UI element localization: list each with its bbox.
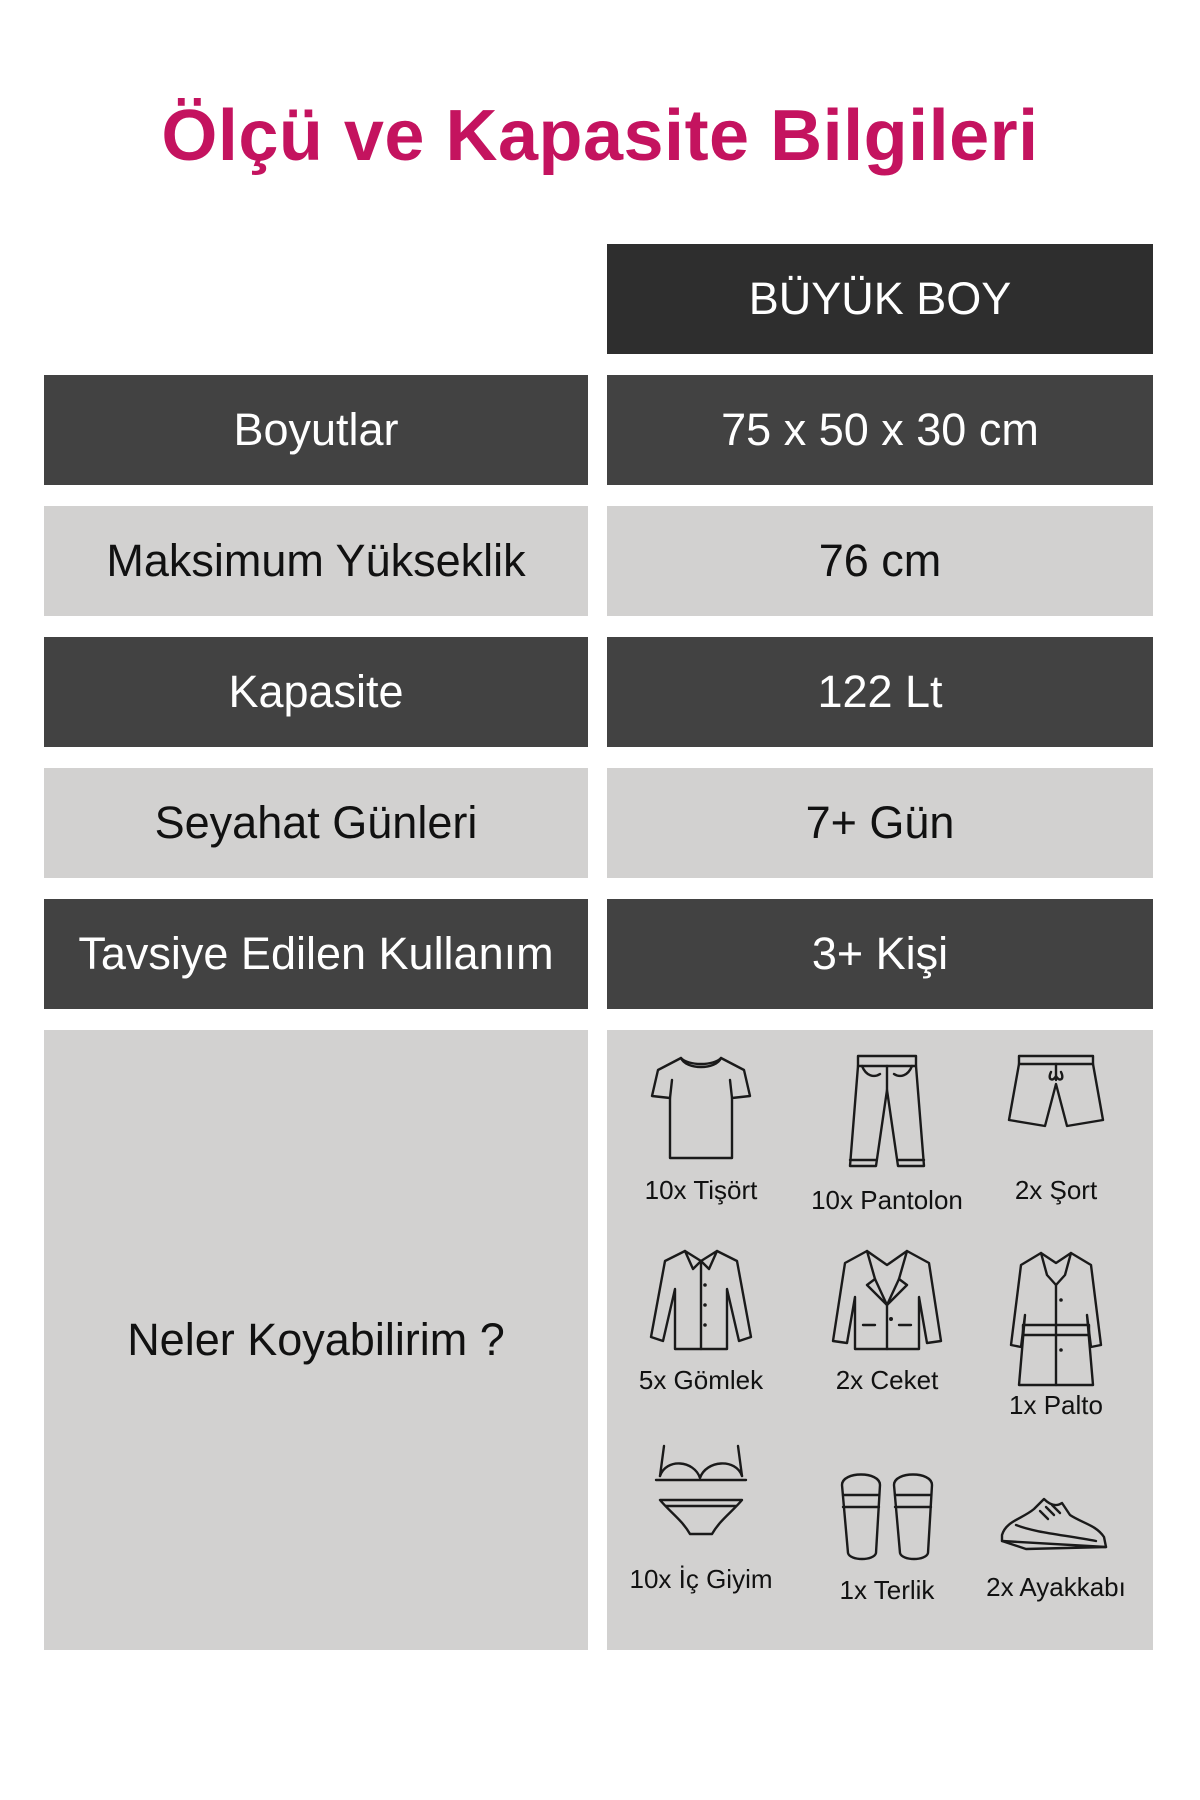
contents-label: Neler Koyabilirim ? [127, 1314, 505, 1365]
item-jacket [797, 1245, 977, 1396]
item-label: 2x Şort [1014, 1175, 1098, 1205]
row-value-cell [607, 899, 1153, 1009]
row-value-cell [607, 506, 1153, 616]
row-label-cell [44, 506, 588, 616]
item-label: 2x Ceket [835, 1365, 939, 1395]
item-label: 10x Tişört [644, 1175, 758, 1205]
row-label-cell [44, 375, 588, 485]
item-shorts [966, 1050, 1146, 1206]
item-underwear [611, 1440, 791, 1595]
row-value: 75 x 50 x 30 cm [721, 404, 1039, 455]
row-label: Boyutlar [233, 404, 399, 455]
sneakers-icon [996, 1485, 1116, 1560]
row-value: 76 cm [818, 535, 942, 586]
row-label-cell [44, 899, 588, 1009]
item-label: 2x Ayakkabı [986, 1572, 1126, 1602]
row-label: Maksimum Yükseklik [106, 535, 526, 586]
underwear-icon [646, 1440, 756, 1560]
row-label-cell [44, 637, 588, 747]
item-sneakers [966, 1485, 1146, 1603]
item-pants [797, 1050, 977, 1216]
row-value: 7+ Gün [805, 797, 955, 848]
row-label: Seyahat Günleri [154, 797, 478, 848]
item-slippers [797, 1465, 977, 1606]
tshirt-icon [646, 1050, 756, 1165]
size-header-label: BÜYÜK BOY [748, 273, 1012, 324]
row-label: Tavsiye Edilen Kullanım [78, 928, 554, 979]
shirt-icon [641, 1245, 761, 1355]
item-coat [966, 1245, 1146, 1421]
row-value-cell [607, 637, 1153, 747]
row-value-cell [607, 375, 1153, 485]
row-value-cell [607, 768, 1153, 878]
item-label: 1x Palto [1009, 1390, 1103, 1420]
page-title: Ölçü ve Kapasite Bilgileri [161, 96, 1039, 176]
row-label-cell [44, 768, 588, 878]
row-value: 3+ Kişi [811, 928, 949, 979]
item-label: 1x Terlik [839, 1575, 935, 1605]
row-label: Kapasite [228, 666, 404, 717]
coat-icon [1001, 1245, 1111, 1390]
slippers-icon [832, 1465, 942, 1565]
jacket-icon [827, 1245, 947, 1355]
item-label: 10x Pantolon [811, 1185, 963, 1215]
contents-label-cell [44, 1030, 588, 1650]
item-tshirt [611, 1050, 791, 1206]
shorts-icon [1001, 1050, 1111, 1130]
size-header [607, 244, 1153, 354]
pants-icon [832, 1050, 942, 1175]
item-label: 10x İç Giyim [629, 1564, 773, 1594]
row-value: 122 Lt [817, 666, 943, 717]
item-shirt [611, 1245, 791, 1396]
item-label: 5x Gömlek [638, 1365, 764, 1395]
